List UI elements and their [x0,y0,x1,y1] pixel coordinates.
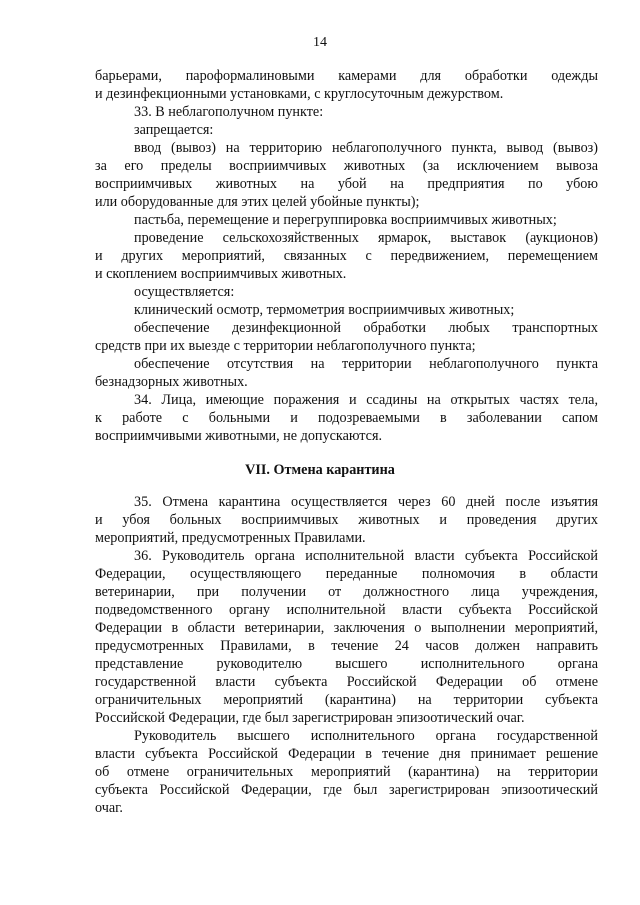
text-line: и скоплением восприимчивых животных. [95,266,347,282]
text-line: Федерации в области ветеринарии, заключения о выполнении мероприятий, [95,620,598,636]
text-line: субъекта Российской Федерации, где был зарегистрирован эпизоотический [95,782,598,798]
text-line: подведомственного органу исполнительной власти субъекта Российской [95,602,598,618]
text-line: к работе с больными и подозреваемыми в заболевании сапом [95,410,598,426]
text-line: клинический осмотр, термометрия восприимчивых животных; [134,302,515,318]
text-line: ограничительных мероприятий (карантина) на территории субъекта [95,692,598,708]
text-line: Российской Федерации, где был зарегистрирован эпизоотический очаг. [95,710,525,726]
text-line: обеспечение отсутствия на территории неблагополучного пункта [134,356,598,372]
text-line: и убоя больных восприимчивых животных и проведения других [95,512,598,528]
text-line: за его пределы восприимчивых животных (за исключением вывоза [95,158,598,174]
text-line: пастьба, перемещение и перегруппировка восприимчивых животных; [134,212,557,228]
text-line: средств при их выезде с территории неблагополучного пункта; [95,338,476,354]
clause-35-line: 35. Отмена карантина осуществляется через 60 дней после изъятия [134,494,598,510]
text-line: запрещается: [134,122,214,138]
text-line: государственной власти субъекта Российской Федерации об отмене [95,674,598,690]
text-line: обеспечение дезинфекционной обработки любых транспортных [134,320,598,336]
clause-36-line: 36. Руководитель органа исполнительной власти субъекта Российской [134,548,598,564]
text-line: барьерами, пароформалиновыми камерами для обработки одежды [95,68,598,84]
text-line: ветеринарии, при получении от должностного лица учреждения, [95,584,598,600]
section-heading: VII. Отмена карантина [245,462,395,478]
text-line: и дезинфекционными установками, с круглосуточным дежурством. [95,86,504,102]
text-line: Руководитель высшего исполнительного органа государственной [134,728,598,744]
text-line: мероприятий, предусмотренных Правилами. [95,530,366,546]
text-line: об отмене ограничительных мероприятий (карантина) на территории [95,764,598,780]
text-line: осуществляется: [134,284,235,300]
text-line: Федерации, осуществляющего переданные полномочия в области [95,566,598,582]
text-line: ввод (вывоз) на территорию неблагополучного пункта, вывод (вывоз) [134,140,598,156]
page-number: 14 [313,35,327,50]
clause-33-heading: 33. В неблагополучном пункте: [134,104,324,120]
clause-34-line: 34. Лица, имеющие поражения и ссадины на открытых частях тела, [134,392,598,408]
text-line: восприимчивыми животными, не допускаются. [95,428,383,444]
text-line: и других мероприятий, связанных с передвижением, перемещением [95,248,598,264]
text-line: предусмотренных Правилами, в течение 24 часов должен направить [95,638,598,654]
text-line: или оборудованные для этих целей убойные пункты); [95,194,420,210]
text-line: представление руководителю высшего исполнительного органа [95,656,598,672]
text-line: очаг. [95,800,123,816]
text-line: безнадзорных животных. [95,374,248,390]
text-line: восприимчивых животных на убой на предприятия по убою [95,176,598,192]
text-line: власти субъекта Российской Федерации в течение дня принимает решение [95,746,598,762]
text-line: проведение сельскохозяйственных ярмарок, выставок (аукционов) [134,230,598,246]
